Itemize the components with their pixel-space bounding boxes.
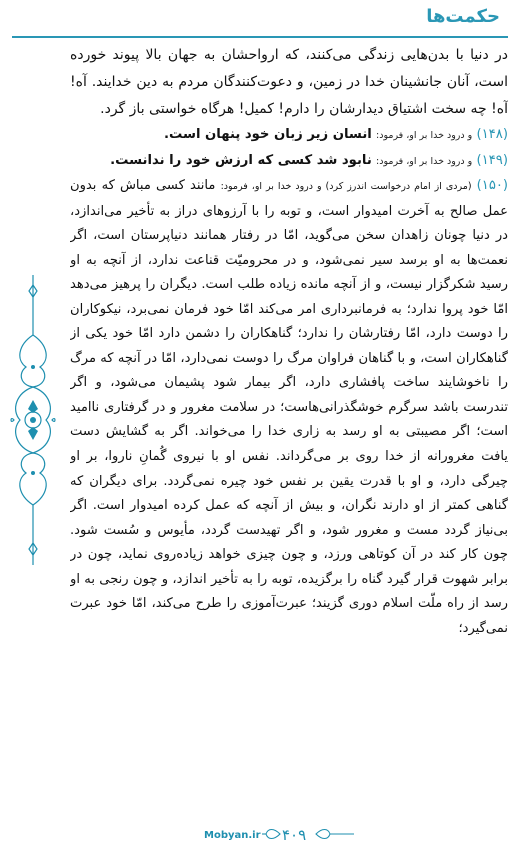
header-divider: [12, 36, 508, 38]
footer-flourish-left-icon: [262, 824, 282, 844]
text-column: [70, 42, 508, 826]
saying-text: مانند کسی مباش که بدون عمل صالح به آخرت امیدوار است، و توبه را با آرزوهای دراز به تأخیر می‌اندازد، در دنیا چونان زاهدان سخن می‌گوید، امّا در رفتار همانند دنیاپرستان است، اگر نعمت‌ها به او برسد سیر نمی‌شود، و در محرومیّت قناعت ندارد، از آنچه به او رسید شکرگزار نیست، و از آنچه مانده زیاده طلب است. دیگران را پرهیز می‌دهد امّا خود پروا ندارد؛ به فرمانبرداری امر می‌کند امّا خود فرمان نمی‌برد، نیکوکاران را دوست دارد، امّا رفتارشان را ندارد؛ گناهکاران را دشمن دارد امّا خود یکی از گناهکاران است، و با گناهان فراوان مرگ را دوست نمی‌دارد، امّا در آنچه که مرگ را ناخوشایند ساخت پافشاری دارد، اگر بیمار شود پشیمان می‌شود، و اگر تندرست باشد سرگرم خوشگذرانی‌هاست؛ در سلامت مغرور و در گرفتاری ناامید است؛ اگر مصیبتی به او رسد به زاری خدا را می‌خواند. اگر به گشایش دست یافت مغرورانه از خدا روی بر می‌گرداند. نفس او با نیروی گُمانِ ناروا، بر او چیرگی دارد، و او با قدرت یقین بر نفس خود چیره نمی‌گردد. برای دیگران که گناهی کمتر از او دارند نگران، و بیش از آنچه که عمل کرده امیدوار است. اگر بی‌نیاز گردد مست و مغرور شود، و اگر تهیدست گردد، مأیوس و سُست شود. چون کار کند در آن کوتاهی ورزد، و چون چیزی خواهد زیاده‌روی نماید، چون در برابر شهوت قرار گیرد گناه را برگزیده، توبه را به تأخیر اندازد، و چون رنجی به او رسد از راه ملّت اسلام دوری گزیند؛ عبرت‌آموزی را طرح می‌کند، امّا خود عبرت نمی‌گیرد؛: [70, 178, 508, 636]
saying-text: نابود شد کسی که ارزش خود را ندانست.: [110, 152, 372, 168]
section-title: حکمت‌ها: [426, 6, 500, 27]
saying-intro: و درود خدا بر او، فرمود:: [376, 155, 473, 167]
page-number: ۴۰۹: [282, 826, 307, 844]
saying-150: [70, 174, 508, 641]
saying-intro: (مردی از امام درخواست اندرز کرد) و درود خدا بر او، فرمود:: [220, 181, 472, 192]
footer-flourish-right-icon: [314, 824, 354, 844]
saying-number: (۱۴۸): [476, 127, 508, 142]
saying-text: انسان زیر زبان خود پنهان است.: [164, 127, 372, 142]
saying-number: (۱۴۹): [476, 152, 508, 168]
saying-148: [70, 123, 508, 149]
saying-number: (۱۵۰): [476, 178, 508, 193]
page-footer: [0, 822, 520, 850]
lead-paragraph: در دنیا با بدن‌هایی زندگی می‌کنند، که ارواحشان به جهان بالا پیوند خورده است، آنان جانشینان خدا در زمین، و دعوت‌کنندگان مردم به دین خدایند. آه! آه! چه سخت اشتیاق دیدارشان را دارم! کمیل! هرگاه خواستی باز گرد.: [70, 47, 508, 117]
saying-149: [70, 149, 508, 175]
site-label: Mobyan.ir: [204, 830, 261, 841]
saying-intro: و درود خدا بر او، فرمود:: [376, 130, 473, 141]
side-ornament-icon: [8, 275, 58, 565]
